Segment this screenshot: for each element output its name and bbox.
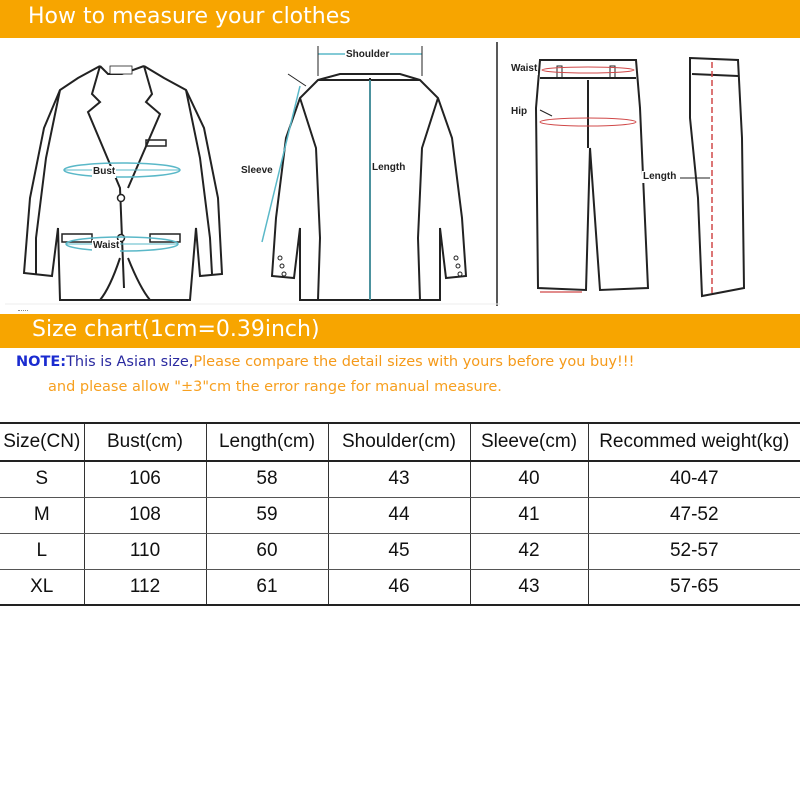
column-header: Sleeve(cm) — [470, 423, 588, 461]
header-banner — [0, 0, 800, 38]
table-cell: 46 — [328, 569, 470, 605]
table-row — [0, 461, 800, 497]
table-cell: 61 — [206, 569, 328, 605]
size-table — [0, 422, 800, 606]
column-header: Recommed weight(kg) — [588, 423, 800, 461]
page-title: How to measure your clothes — [28, 4, 351, 29]
table-cell: 112 — [84, 569, 206, 605]
table-row — [0, 533, 800, 569]
measurement-illustration — [0, 38, 800, 310]
table-cell: 57-65 — [588, 569, 800, 605]
length-label-jacket: Length — [372, 162, 406, 173]
table-cell: 108 — [84, 497, 206, 533]
table-header-row — [0, 423, 800, 461]
jacket-back-drawing — [272, 74, 466, 300]
table-cell: 45 — [328, 533, 470, 569]
size-chart-title: Size chart(1cm=0.39inch) — [32, 317, 320, 342]
size-note — [16, 352, 634, 372]
column-header: Size(CN) — [0, 423, 84, 461]
table-cell: XL — [0, 569, 84, 605]
size-chart-banner — [0, 314, 800, 348]
table-cell: 106 — [84, 461, 206, 497]
table-row — [0, 569, 800, 605]
jacket-front-drawing — [24, 66, 222, 300]
note-asian: This is Asian size, — [66, 354, 194, 370]
table-cell: 41 — [470, 497, 588, 533]
table-row — [0, 497, 800, 533]
pants-side-drawing — [690, 58, 744, 296]
column-header: Length(cm) — [206, 423, 328, 461]
table-cell: M — [0, 497, 84, 533]
table-cell: 43 — [328, 461, 470, 497]
pants-front-drawing — [536, 60, 648, 290]
column-header: Bust(cm) — [84, 423, 206, 461]
table-cell: 42 — [470, 533, 588, 569]
table-cell: 47-52 — [588, 497, 800, 533]
sleeve-label: Sleeve — [241, 165, 273, 176]
table-cell: L — [0, 533, 84, 569]
column-header: Shoulder(cm) — [328, 423, 470, 461]
table-cell: 58 — [206, 461, 328, 497]
table-cell: 40-47 — [588, 461, 800, 497]
note-prefix: NOTE: — [16, 354, 67, 370]
table-cell: 52-57 — [588, 533, 800, 569]
pants-length-label: Length — [643, 171, 677, 182]
table-cell: S — [0, 461, 84, 497]
pants-waist-label: Waist — [511, 63, 538, 74]
table-cell: 40 — [470, 461, 588, 497]
table-cell: 59 — [206, 497, 328, 533]
shoulder-label: Shoulder — [346, 49, 390, 60]
waist-label: Waist — [93, 240, 120, 251]
table-cell: 43 — [470, 569, 588, 605]
note-compare: Please compare the detail sizes with yours before you buy!!! — [193, 354, 635, 370]
pants-hip-label: Hip — [511, 106, 528, 117]
table-cell: 60 — [206, 533, 328, 569]
table-cell: 44 — [328, 497, 470, 533]
table-cell: 110 — [84, 533, 206, 569]
bust-label: Bust — [93, 166, 116, 177]
note-line2: and please allow "±3"cm the error range for manual measure. — [48, 379, 502, 395]
